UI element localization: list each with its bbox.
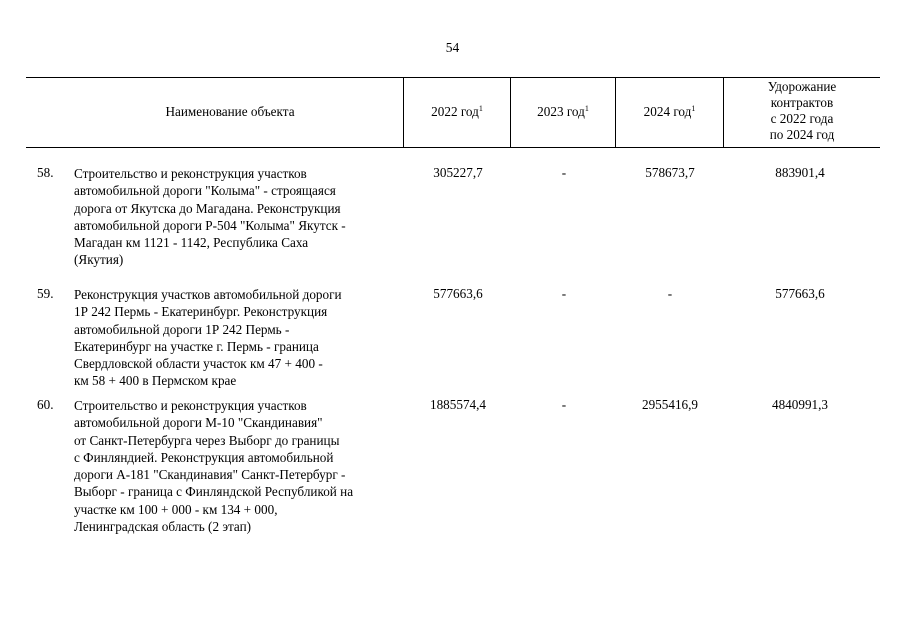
value-increase: 577663,6 — [775, 286, 825, 301]
header-object-name: Наименование объекта — [165, 104, 295, 119]
value-2024: 578673,7 — [645, 165, 695, 180]
value-2024: 2955416,9 — [641, 397, 699, 412]
footnote-mark: 1 — [691, 104, 696, 113]
value-increase: 883901,4 — [775, 165, 825, 180]
header-year-2022: 2022 год$^1$ — [431, 104, 483, 119]
table-top-rule — [26, 77, 880, 78]
value-2024: - — [667, 286, 673, 301]
header-year-2024: 2024 год$^1$ — [643, 104, 696, 119]
value-2022: 577663,6 — [433, 286, 483, 301]
header-year-2023: 2023 год$^1$ — [537, 104, 589, 119]
page-number: 54 — [445, 40, 460, 55]
value-2023: - — [561, 286, 567, 301]
value-2022: 305227,7 — [433, 165, 483, 180]
value-2023: - — [561, 397, 567, 412]
footnote-mark: 1 — [584, 104, 589, 113]
value-increase: 4840991,3 — [771, 397, 829, 412]
header-contract-increase: Удорожание контрактов с 2022 года по 2024 год — [767, 79, 837, 142]
object-name: Строительство и реконструкция участков автомобильной дороги "Колыма" - строящаяся дорога от Якутска до Магадана. Реконструкция автомобильной дороги Р-504 "Колыма" Якутск - Магадан км 1121 - 1142, Республика Саха (Якутия) — [74, 166, 346, 268]
footnote-mark: 1 — [478, 104, 483, 113]
value-2022: 1885574,4 — [429, 397, 487, 412]
row-number: 59. — [37, 286, 54, 301]
row-number: 58. — [37, 165, 54, 180]
value-2023: - — [561, 165, 567, 180]
row-number: 60. — [37, 397, 54, 412]
object-name: Строительство и реконструкция участков автомобильной дороги М-10 "Скандинавия" от Санкт-Петербурга через Выборг до границы с Финляндией. Реконструкция автомобильной дороги А-181 "Скандинавия" Санкт-Петербург - Выборг - граница с Финляндской Республикой на участке км 100 + 000 - км 134 + 000, Ленинградская область (2 этап) — [74, 398, 354, 535]
object-name: Реконструкция участков автомобильной дороги 1Р 242 Пермь - Екатеринбург. Реконструкция автомобильной дороги 1Р 242 Пермь - Екатеринбург на участке г. Пермь - граница Свердловской области участок км 47 + 400 - км 58 + 400 в Пермском крае — [74, 287, 342, 389]
table-header-bottom-rule — [26, 147, 880, 148]
